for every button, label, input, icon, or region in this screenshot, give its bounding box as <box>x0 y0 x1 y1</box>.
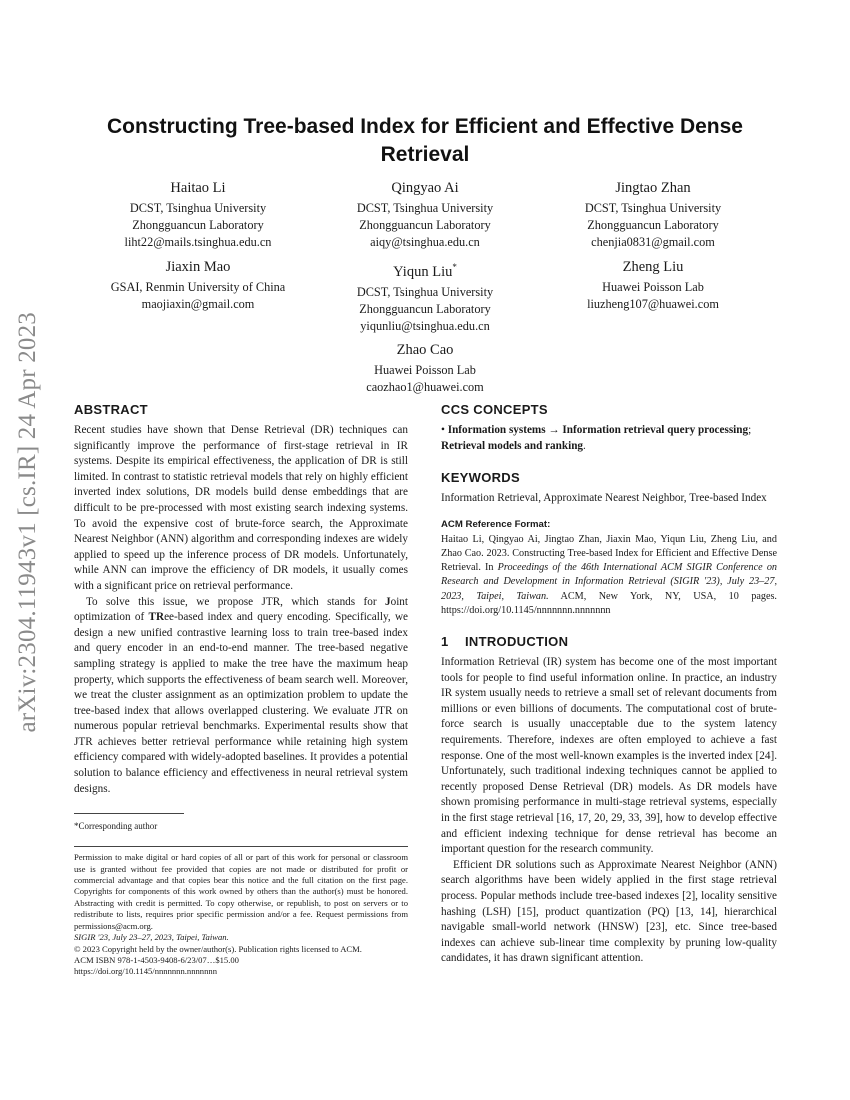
permission-divider <box>74 846 408 847</box>
keywords-heading: KEYWORDS <box>441 470 520 486</box>
right-column <box>441 402 777 967</box>
author-block <box>300 178 550 251</box>
author-name: Jingtao Zhan <box>615 180 691 196</box>
footnote: *Corresponding author <box>74 821 158 832</box>
abstract-paragraph: To solve this issue, we propose JTR, which stands for Joint optimization of TRee-based index and query encoding. Specifically, we design a new unified contrastive learning loss to train tree-based index and query encoder in an end-to-end manner. The tree-based negative sampling strategy is applied to make the tree have the maximum heap property, which supports the effectiveness of beam search well. Moreover, we treat the cluster assignment as an optimization problem to update the tree-based index that allows overlapped clustering. We evaluate JTR on numerous popular retrieval benchmarks. Experimental results show that JTR achieves better retrieval performance while retaining high system efficiency compared with widely-adopted baselines. It provides a potential solution to balance efficiency and effectiveness in neural retrieval system designs. <box>74 595 408 795</box>
author-affiliation: DCST, Tsinghua University <box>356 201 494 215</box>
author-name: Qingyao Ai <box>391 180 459 196</box>
author-name: Yiqun Liu* <box>393 262 457 280</box>
acm-reference-heading: ACM Reference Format: <box>441 518 551 530</box>
author-block <box>300 257 550 335</box>
permission-notice: Permission to make digital or hard copies of all or part of this work for personal or classroom use is granted without fee provided that copies are not made or distributed for profit or commercial advantage and that copies bear this notice and the full citation on the first page. Copyrights for components of this work owned by others than the author(s) must be honored. Abstracting with credit is permitted. To copy otherwise, or republish, to post on servers or to redistribute to lists, requires prior specific permission and/or a fee. Request permissions from permissions@acm.org. <box>74 852 408 931</box>
abstract-paragraph: Recent studies have shown that Dense Retrieval (DR) techniques can significantly improve the performance of first-stage retrieval in IR systems. Despite its empirical effectiveness, the application of DR is still limited. In contrast to statistic retrieval models that rely on highly efficient inverted index solutions, DR models build dense embeddings that are difficult to be pre-processed with most existing search indexing systems. To avoid the expensive cost of brute-force search, the Approximate Nearest Neighbor (ANN) algorithm and corresponding indexes are widely applied to speed up the inference process of DR models. Unfortunately, while ANN can improve the efficiency of DR models, it usually comes with a significant price on retrieval performance. <box>74 424 408 592</box>
paper-title: Constructing Tree-based Index for Efficient and Effective Dense Retrieval <box>107 115 743 166</box>
author-block <box>528 257 778 313</box>
author-email[interactable]: aiqy@tsinghua.edu.cn <box>370 235 480 249</box>
author-affiliation: Zhongguancun Laboratory <box>132 218 264 232</box>
author-affiliation: Zhongguancun Laboratory <box>359 301 491 316</box>
author-email[interactable]: liht22@mails.tsinghua.edu.cn <box>124 235 272 249</box>
intro-paragraph: Efficient DR solutions such as Approximate Nearest Neighbor (ANN) search algorithms have been widely applied in the first stage retrieval process. Popular methods include tree-based indexes [2], locality sensitive hashing (LSH) [15], product quantization (PQ) [13, 14], hierarchical navigable small-world network (HNSW) [23], etc. Since tree-based indexes can achieve sub-linear time complexity by pruning low-quality candidates, it has drawn significant attention. <box>441 858 777 965</box>
isbn-line: ACM ISBN 978-1-4503-9408-6/23/07…$15.00 <box>74 954 239 965</box>
acm-reference: Haitao Li, Qingyao Ai, Jingtao Zhan, Jiaxin Mao, Yiqun Liu, Zheng Liu, and Zhao Cao. 2023. Constructing Tree-based Index for Efficient and Effective Dense Retrieval. In Proceedings of the 46th International ACM SIGIR Conference on Research and Development in Information Retrieval (SIGIR '23), July 23–27, 2023, Taipei, Taiwan. ACM, New York, NY, USA, 10 pages. https://doi.org/10.1145/nnnnnnn.nnnnnnn <box>441 533 778 616</box>
author-block <box>300 340 550 396</box>
ccs-concepts: • Information systems → Information retrieval query processing; Retrieval models and ranking. <box>441 424 752 452</box>
author-affiliation: Zhongguancun Laboratory <box>587 218 719 232</box>
intro-paragraph: Information Retrieval (IR) system has become one of the most important tools for people to find useful information online. In practice, an industry IR system usually needs to retrieve a small set of relevant documents from millions or even billions of documents. The computational cost of brute-force search is usually unacceptable due to the system latency requirements. Therefore, indexes are often employed to achieve a fast response. One of the most well-known examples is the inverted index [24]. Unfortunately, such traditional indexing techniques cannot be applied to recently proposed Dense Retrieval (DR) models. As DR models have shown promising performance in multi-stage retrieval systems, especially in the first stage retrieval [16, 17, 20, 29, 33, 39], how to develop effective and efficient indexing technique for dense retrieval has become an important question for the research community. <box>441 656 777 856</box>
author-block <box>73 257 323 313</box>
arxiv-stamp: arXiv:2304.11943v1 [cs.IR] 24 Apr 2023 <box>14 312 41 733</box>
author-affiliation: DCST, Tsinghua University <box>584 201 722 215</box>
footnote-divider <box>74 813 184 814</box>
introduction-heading: 1 INTRODUCTION <box>441 634 569 649</box>
author-email[interactable]: chenjia0831@gmail.com <box>591 235 715 249</box>
copyright-line: © 2023 Copyright held by the owner/author(s). Publication rights licensed to ACM. <box>74 943 362 954</box>
author-affiliation: DCST, Tsinghua University <box>129 201 267 215</box>
author-email[interactable]: yiqunliu@tsinghua.edu.cn <box>360 318 490 333</box>
doi-link[interactable]: https://doi.org/10.1145/nnnnnnn.nnnnnnn <box>74 966 217 977</box>
author-name: Jiaxin Mao <box>165 259 231 275</box>
author-email[interactable]: liuzheng107@huawei.com <box>587 297 719 311</box>
author-email[interactable]: maojiaxin@gmail.com <box>141 297 255 311</box>
corresponding-mark: * <box>452 262 457 272</box>
keywords-text: Information Retrieval, Approximate Nearest Neighbor, Tree-based Index <box>441 492 767 505</box>
author-affiliation: GSAI, Renmin University of China <box>110 280 286 294</box>
author-name: Zhao Cao <box>396 342 454 358</box>
venue-line: SIGIR '23, July 23–27, 2023, Taipei, Taiwan. <box>74 932 229 943</box>
author-block <box>73 178 323 251</box>
author-name: Zheng Liu <box>622 259 684 275</box>
ccs-heading: CCS CONCEPTS <box>441 402 548 417</box>
left-column <box>74 402 408 978</box>
author-affiliation: Huawei Poisson Lab <box>602 280 704 294</box>
author-affiliation: Zhongguancun Laboratory <box>359 218 491 232</box>
author-block <box>528 178 778 251</box>
author-affiliation: Huawei Poisson Lab <box>374 363 476 377</box>
author-email[interactable]: caozhao1@huawei.com <box>366 380 484 394</box>
author-affiliation: DCST, Tsinghua University <box>356 284 494 299</box>
author-name: Haitao Li <box>170 180 226 196</box>
abstract-heading: ABSTRACT <box>74 402 148 417</box>
